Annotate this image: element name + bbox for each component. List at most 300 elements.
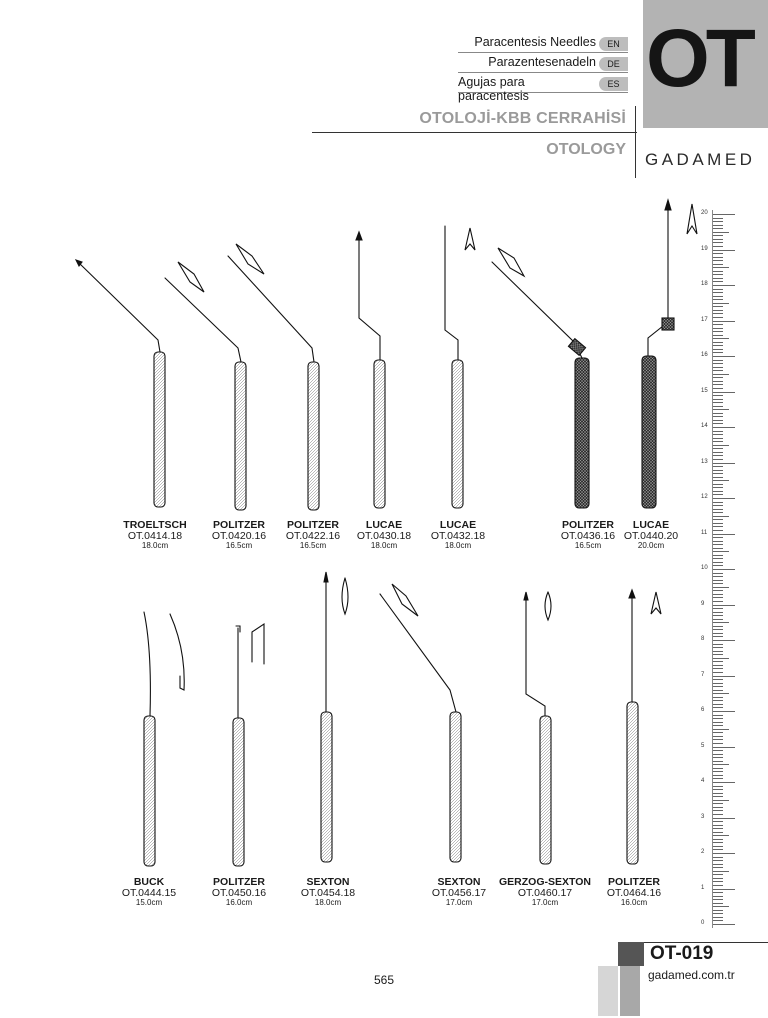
ruler-tick xyxy=(713,296,723,297)
ruler-tick xyxy=(713,903,723,904)
ruler-tick xyxy=(713,771,723,772)
ruler-tick xyxy=(713,747,735,748)
lang-tag-de: DE xyxy=(599,57,628,71)
ruler-number: 9 xyxy=(701,600,705,607)
ruler-tick xyxy=(713,345,723,346)
ruler-tick xyxy=(713,264,723,265)
ruler-tick xyxy=(713,218,723,219)
product-code: OT.0414.18 xyxy=(127,530,183,543)
ruler-number: 3 xyxy=(701,813,705,820)
ruler-tick xyxy=(713,576,723,577)
ruler-tick xyxy=(713,299,723,300)
ruler-number: 4 xyxy=(701,778,705,784)
ruler-tick xyxy=(713,399,723,400)
ruler-number: 16 xyxy=(701,352,708,358)
ruler-tick xyxy=(713,352,723,353)
ruler-number: 5 xyxy=(701,742,705,749)
ruler-tick xyxy=(713,367,723,368)
ruler-tick xyxy=(713,626,723,627)
ruler-number: 12 xyxy=(701,494,708,500)
ruler-tick xyxy=(713,310,723,311)
title-row-de xyxy=(458,55,628,73)
ruler-tick xyxy=(713,899,723,900)
ruler-tick xyxy=(713,480,729,481)
lucae-0440-instrument xyxy=(642,200,697,508)
ruler-tick xyxy=(713,690,723,691)
ruler-tick xyxy=(713,605,735,606)
page-number: 565 xyxy=(374,973,395,987)
ruler-tick xyxy=(713,463,735,464)
ruler-tick xyxy=(713,789,723,790)
ruler-tick xyxy=(713,871,729,872)
ruler-tick xyxy=(713,761,723,762)
ruler-tick xyxy=(713,502,723,503)
ruler-tick xyxy=(713,494,723,495)
ruler-tick xyxy=(713,242,723,243)
ruler-tick xyxy=(713,828,723,829)
product-length: 20.0cm xyxy=(637,541,665,551)
ruler-tick xyxy=(713,668,723,669)
ruler-tick xyxy=(713,420,723,421)
ruler-tick xyxy=(713,558,723,559)
product-name: SEXTON xyxy=(437,876,481,888)
ruler-tick xyxy=(713,384,723,385)
product-length: 16.5cm xyxy=(225,541,253,551)
ruler-tick xyxy=(713,303,729,304)
ruler-tick xyxy=(713,395,723,396)
ruler-tick xyxy=(713,818,735,819)
footer-decor-light xyxy=(598,966,618,1016)
product-length: 16.0cm xyxy=(620,898,648,908)
ruler-tick xyxy=(713,768,723,769)
ruler-tick xyxy=(713,658,729,659)
ruler-tick xyxy=(713,750,723,751)
ruler-tick xyxy=(713,569,735,570)
ruler-tick xyxy=(713,459,723,460)
ruler-tick xyxy=(713,679,723,680)
ruler-tick xyxy=(713,849,723,850)
ruler-tick xyxy=(713,534,735,535)
lucae-0430-instrument xyxy=(356,232,385,508)
ruler-tick xyxy=(713,434,723,435)
ruler-tick xyxy=(713,235,723,236)
ruler-tick xyxy=(713,920,723,921)
ruler-tick xyxy=(713,526,723,527)
ruler-tick xyxy=(713,800,729,801)
ruler-tick xyxy=(713,636,723,637)
ruler-tick xyxy=(713,853,735,854)
ruler-tick xyxy=(713,448,723,449)
ruler-tick xyxy=(713,225,723,226)
ruler-tick xyxy=(713,470,723,471)
product-label xyxy=(104,877,194,907)
ruler-tick xyxy=(713,377,723,378)
footer-code-accent xyxy=(618,942,644,966)
product-label xyxy=(110,520,200,550)
ruler-tick xyxy=(713,267,729,268)
ruler-tick xyxy=(713,292,723,293)
section-code: OT xyxy=(646,13,752,104)
ruler-tick xyxy=(713,590,723,591)
product-code: OT.0432.18 xyxy=(430,530,486,543)
lang-tag-es: ES xyxy=(599,77,628,91)
ruler-tick xyxy=(713,427,735,428)
product-name: GERZOG-SEXTON xyxy=(499,876,591,888)
ruler-tick xyxy=(713,676,735,677)
ruler-tick xyxy=(713,796,723,797)
ruler-tick xyxy=(713,232,729,233)
ruler-tick xyxy=(713,786,723,787)
category-turkish: OTOLOJİ-KBB CERRAHİSİ xyxy=(419,110,626,127)
ruler-tick xyxy=(713,864,723,865)
ruler-tick xyxy=(713,739,723,740)
ruler-tick xyxy=(713,896,723,897)
ruler-tick xyxy=(713,661,723,662)
product-name: POLITZER xyxy=(213,876,265,888)
ruler-tick xyxy=(713,697,723,698)
ruler-tick xyxy=(713,704,723,705)
ruler-tick xyxy=(713,214,735,215)
product-name: LUCAE xyxy=(632,519,670,531)
ruler-tick xyxy=(713,381,723,382)
ruler-tick xyxy=(713,544,723,545)
ruler-tick xyxy=(713,825,723,826)
ruler-tick xyxy=(713,246,723,247)
buck-instrument xyxy=(144,612,184,866)
ruler-number: 6 xyxy=(701,707,705,713)
ruler-tick xyxy=(713,328,723,329)
ruler-tick xyxy=(713,477,723,478)
product-name: POLITZER xyxy=(562,519,614,531)
ruler-tick xyxy=(713,509,723,510)
ruler-tick xyxy=(713,338,729,339)
ruler-tick xyxy=(713,874,723,875)
product-length: 17.0cm xyxy=(445,898,473,908)
troeltsch-instrument xyxy=(76,260,165,507)
ruler-tick xyxy=(713,360,723,361)
title-es: Agujas para paracentesis xyxy=(458,75,529,103)
ruler-tick xyxy=(713,743,723,744)
ruler-tick xyxy=(713,321,735,322)
ruler-tick xyxy=(713,629,723,630)
ruler-tick xyxy=(713,431,723,432)
ruler-tick xyxy=(713,846,723,847)
product-label xyxy=(283,877,373,907)
ruler-tick xyxy=(713,814,723,815)
product-name: POLITZER xyxy=(608,876,660,888)
ruler-tick xyxy=(713,722,723,723)
ruler-tick xyxy=(713,455,723,456)
product-code: OT.0420.16 xyxy=(211,530,267,543)
ruler-tick xyxy=(713,260,723,261)
ruler-tick xyxy=(713,278,723,279)
ruler-tick xyxy=(713,924,735,925)
ruler-tick xyxy=(713,523,723,524)
product-label xyxy=(589,877,679,907)
ruler-tick xyxy=(713,842,723,843)
product-label xyxy=(497,877,593,907)
ruler-tick xyxy=(713,239,723,240)
ruler-tick xyxy=(713,587,729,588)
politzer-0436-instrument xyxy=(492,248,589,508)
ruler-tick xyxy=(713,647,723,648)
ruler-tick xyxy=(713,406,723,407)
ruler-tick xyxy=(713,640,735,641)
ruler-tick xyxy=(713,913,723,914)
ruler-number: 20 xyxy=(701,210,708,216)
ruler-number: 7 xyxy=(701,671,705,678)
ruler-tick xyxy=(713,881,723,882)
ruler-tick xyxy=(713,342,723,343)
politzer-0420-instrument xyxy=(165,262,246,510)
politzer-0450-instrument xyxy=(233,624,264,866)
ruler-tick xyxy=(713,257,723,258)
ruler-tick xyxy=(713,313,723,314)
product-code: OT.0456.17 xyxy=(431,887,487,900)
ruler-tick xyxy=(713,281,723,282)
ruler-tick xyxy=(713,633,723,634)
title-row-es xyxy=(458,75,628,103)
product-name: TROELTSCH xyxy=(123,519,187,531)
product-code: OT.0422.16 xyxy=(285,530,341,543)
ruler-number: 19 xyxy=(701,245,708,252)
ruler-number: 17 xyxy=(701,316,708,323)
product-code: OT.0464.16 xyxy=(606,887,662,900)
ruler-tick xyxy=(713,388,723,389)
ruler-tick xyxy=(713,857,723,858)
ruler-tick xyxy=(713,832,723,833)
ruler-tick xyxy=(713,562,723,563)
ruler-tick xyxy=(713,729,729,730)
ruler-tick xyxy=(713,725,723,726)
ruler-tick xyxy=(713,551,729,552)
ruler-tick xyxy=(713,228,723,229)
ruler-tick xyxy=(713,289,723,290)
ruler-tick xyxy=(713,778,723,779)
ruler-tick xyxy=(713,754,723,755)
ruler-tick xyxy=(713,910,723,911)
ruler-number: 18 xyxy=(701,281,708,287)
header-vertical-divider xyxy=(635,106,636,178)
catalog-code: OT-019 xyxy=(650,943,714,964)
ruler-tick xyxy=(713,438,723,439)
ruler-tick xyxy=(713,473,723,474)
ruler-tick xyxy=(713,764,729,765)
ruler-tick xyxy=(713,250,735,251)
title-en: Paracentesis Needles xyxy=(474,35,596,49)
ruler-tick xyxy=(713,715,723,716)
gerzog-sexton-instrument xyxy=(524,592,551,864)
ruler-number: 10 xyxy=(701,565,708,571)
ruler-tick xyxy=(713,583,723,584)
ruler-tick xyxy=(713,654,723,655)
ruler-tick xyxy=(713,423,723,424)
ruler-tick xyxy=(713,555,723,556)
ruler-tick xyxy=(713,452,723,453)
ruler-tick xyxy=(713,622,729,623)
product-length: 18.0cm xyxy=(314,898,342,908)
ruler-tick xyxy=(713,601,723,602)
ruler-tick xyxy=(713,413,723,414)
ruler-tick xyxy=(713,867,723,868)
ruler-tick xyxy=(713,519,723,520)
ruler-tick xyxy=(713,885,723,886)
ruler-tick xyxy=(713,672,723,673)
product-label xyxy=(606,520,696,550)
ruler-tick xyxy=(713,608,723,609)
ruler-tick xyxy=(713,271,723,272)
ruler-tick xyxy=(713,892,723,893)
ruler-number: 15 xyxy=(701,387,708,394)
product-name: POLITZER xyxy=(213,519,265,531)
ruler-tick xyxy=(713,651,723,652)
ruler-tick xyxy=(713,530,723,531)
politzer-0464-instrument xyxy=(627,590,661,864)
ruler-tick xyxy=(713,597,723,598)
product-code: OT.0454.18 xyxy=(300,887,356,900)
ruler-tick xyxy=(713,416,723,417)
ruler-tick xyxy=(713,317,723,318)
ruler-tick xyxy=(713,573,723,574)
ruler-tick xyxy=(713,906,729,907)
ruler-tick xyxy=(713,665,723,666)
ruler-tick xyxy=(713,803,723,804)
ruler-number: 11 xyxy=(701,529,708,536)
ruler-tick xyxy=(713,537,723,538)
product-code: OT.0436.16 xyxy=(560,530,616,543)
product-length: 16.0cm xyxy=(225,898,253,908)
website-url: gadamed.com.tr xyxy=(648,968,735,982)
ruler-tick xyxy=(713,565,723,566)
lucae-0432-instrument xyxy=(445,226,475,508)
ruler-tick xyxy=(713,615,723,616)
ruler-tick xyxy=(713,253,723,254)
ruler-tick xyxy=(713,409,729,410)
ruler-tick xyxy=(713,917,723,918)
ruler-tick xyxy=(713,775,723,776)
ruler-tick xyxy=(713,782,735,783)
ruler-tick xyxy=(713,732,723,733)
ruler-tick xyxy=(713,441,723,442)
ruler-tick xyxy=(713,821,723,822)
ruler-number: 13 xyxy=(701,458,708,465)
product-code: OT.0440.20 xyxy=(623,530,679,543)
sexton-0456-instrument xyxy=(380,584,461,862)
ruler-tick xyxy=(713,548,723,549)
product-length: 17.0cm xyxy=(531,898,559,908)
footer-decor-dark xyxy=(620,966,640,1016)
ruler-tick xyxy=(713,686,723,687)
product-length: 16.5cm xyxy=(574,541,602,551)
brand-logo: GADAMED xyxy=(645,150,756,169)
ruler-tick xyxy=(713,274,723,275)
ruler-tick xyxy=(713,370,723,371)
ruler-tick xyxy=(713,221,723,222)
product-length: 18.0cm xyxy=(141,541,169,551)
ruler-tick xyxy=(713,594,723,595)
ruler-tick xyxy=(713,512,723,513)
ruler-tick xyxy=(713,835,729,836)
ruler-tick xyxy=(713,736,723,737)
product-name: LUCAE xyxy=(439,519,477,531)
ruler-tick xyxy=(713,324,723,325)
sexton-0454-instrument xyxy=(321,572,348,862)
ruler-tick xyxy=(713,711,735,712)
ruler-tick xyxy=(713,810,723,811)
ruler-tick xyxy=(713,580,723,581)
product-length: 18.0cm xyxy=(370,541,398,551)
title-row-en xyxy=(458,35,628,53)
product-code: OT.0444.15 xyxy=(121,887,177,900)
ruler-tick xyxy=(713,505,723,506)
ruler-number: 8 xyxy=(701,636,705,642)
ruler-tick xyxy=(713,285,735,286)
header-divider xyxy=(312,132,637,133)
product-length: 16.5cm xyxy=(299,541,327,551)
ruler-tick xyxy=(713,693,729,694)
ruler-tick xyxy=(713,466,723,467)
ruler-tick xyxy=(713,619,723,620)
ruler-tick xyxy=(713,356,735,357)
ruler-tick xyxy=(713,498,735,499)
lang-tag-en: EN xyxy=(599,37,628,51)
ruler-number: 2 xyxy=(701,849,705,855)
product-label xyxy=(413,520,503,550)
ruler-tick xyxy=(713,349,723,350)
measurement-ruler xyxy=(701,210,737,928)
product-code: OT.0430.18 xyxy=(356,530,412,543)
ruler-tick xyxy=(713,445,729,446)
product-length: 18.0cm xyxy=(444,541,472,551)
ruler-tick xyxy=(713,807,723,808)
ruler-tick xyxy=(713,878,723,879)
ruler-tick xyxy=(713,644,723,645)
ruler-tick xyxy=(713,839,723,840)
ruler-tick xyxy=(713,363,723,364)
product-name: BUCK xyxy=(133,876,165,888)
product-name: SEXTON xyxy=(306,876,350,888)
ruler-tick xyxy=(713,707,723,708)
ruler-tick xyxy=(713,612,723,613)
ruler-number: 0 xyxy=(701,920,705,926)
ruler-tick xyxy=(713,541,723,542)
product-name: LUCAE xyxy=(365,519,403,531)
product-code: OT.0450.16 xyxy=(211,887,267,900)
ruler-number: 1 xyxy=(701,884,705,891)
product-name: POLITZER xyxy=(287,519,339,531)
ruler-tick xyxy=(713,757,723,758)
ruler-tick xyxy=(713,491,723,492)
ruler-tick xyxy=(713,516,729,517)
ruler-tick xyxy=(713,889,735,890)
ruler-number: 14 xyxy=(701,423,708,429)
ruler-tick xyxy=(713,860,723,861)
product-label xyxy=(414,877,504,907)
ruler-tick xyxy=(713,793,723,794)
ruler-tick xyxy=(713,718,723,719)
ruler-tick xyxy=(713,335,723,336)
ruler-tick xyxy=(713,374,729,375)
ruler-tick xyxy=(713,392,735,393)
title-de: Parazentesenadeln xyxy=(488,55,596,69)
category-english: OTOLOGY xyxy=(546,141,626,158)
product-label xyxy=(194,877,284,907)
ruler-tick xyxy=(713,700,723,701)
ruler-tick xyxy=(713,331,723,332)
ruler-tick xyxy=(713,683,723,684)
ruler-tick xyxy=(713,487,723,488)
ruler-tick xyxy=(713,484,723,485)
